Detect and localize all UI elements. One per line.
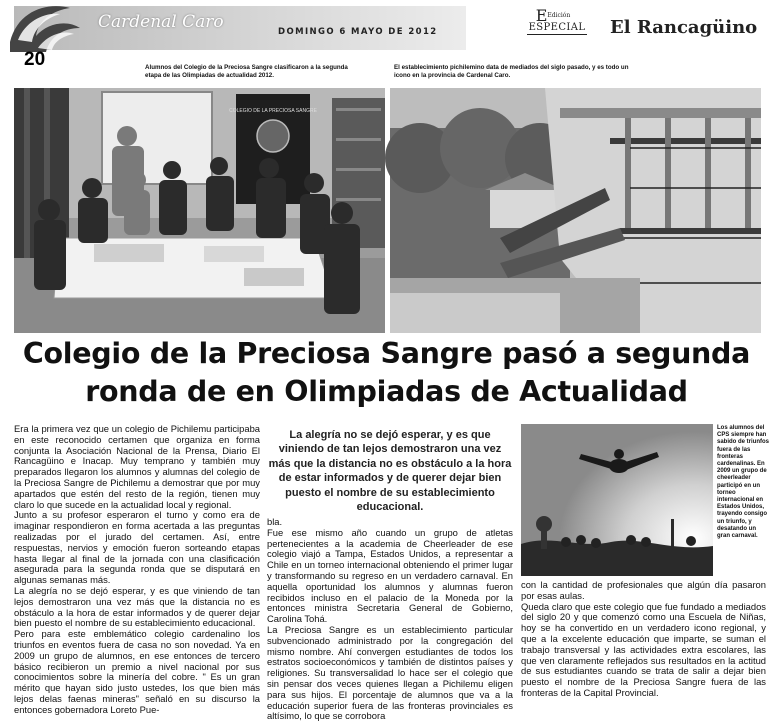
paragraph: Era la primera vez que un colegio de Pichilemu participaba en este reconocido certamen que organiza en forma conjunta la Asociación Nacional de la Prensa, Diario El Rancagüino e Inacap. Muy temprano y también muy preparados llegaron los alumnos y alumnas del colegio de la Preciosa Sangre de Pichilemu a demostrar que por muy apartados que estén del resto de la región, tienen muy claro lo que sucede en la actualidad local y regional. — [14, 423, 260, 510]
paragraph: Pero para este emblemático colegio cardenalino los triunfos en eventos fuera de casa no son novedad. Ya en 2009 un grupo de alumnos, en ese entonces de tercero básico recibieron un premio a nivel nacional por sus conocimientos sobre la minería del cobre. " Es un gran mérito que hayan sido justo ustedes, los que bien más lejos delas faenas mineras" señaló en su discurso la entonces gobernadora Loreto Pue- — [14, 628, 260, 715]
paragraph: Fue ese mismo año cuando un grupo de atletas pertenecientes a la academia de Cheerleader de ese colegio viajó a Tampa, Estados Unidos, a representar a Chile en un torneo internacional obteniendo el primer lugar y transformando su regreso en un verdadero carnaval. En aquella oportunidad los alumnos y alumnas fueron recibidos incluso en el palacio de la Moneda por la entonces ministra Secretaria General de Gobierno, Carolina Tohá. — [267, 526, 513, 625]
page-number: 20 — [24, 49, 46, 70]
headline-line-1: Colegio de la Preciosa Sangre pasó a segunda — [22, 337, 751, 370]
edition-word: Edición — [547, 12, 571, 19]
edition-label: $E^{Edición}$ ESPECIAL — [528, 6, 586, 33]
paragraph: Junto a su profesor esperaron el turno y como era de imaginar respondieron en forma acertada a las preguntas realizadas por el jurado del certamen. Así, entre respuestas, nervios y emoción fueron sorteando etapas hasta llegar al final de la jornada con una clasificación asegurada para la segunda ronda que se disputará en algunas semanas más. — [14, 509, 260, 586]
school-banner-text: COLEGIO DE LA PRECIOSA SANGRE — [229, 108, 317, 114]
right-photo-caption: El establecimiento pichileminο data de mediados del siglo pasado, y es todo un icono en la provincia de Cardenal Caro. — [394, 64, 629, 79]
paragraph: con la cantidad de profesionales que algún día pasaron por esas aulas. — [521, 579, 766, 601]
cheerleader-photo — [521, 424, 713, 576]
paragraph: La alegría no se dejó esperar, y es que viniendo de tan lejos demostraron una vez más que la distancia no es obstáculo a la hora de estar informados y de querer dejar bien puesto el nombre de su establecimiento educacional. — [14, 584, 260, 629]
school-building-photo — [390, 88, 761, 333]
pull-quote: La alegría no se dejó esperar, y es que viniendo de tan lejos demostraron una vez más que la distancia no es obstáculo a la hora de estar informados y de querer dejar bien puesto el nombre de su establecimiento educacional. — [268, 429, 512, 514]
wave-logo-icon — [8, 2, 108, 64]
left-photo-caption: Alumnos del Colegio de la Preciosa Sangre clasificaron a la segunda etapa de las Olimpiadas de actualidad 2012. — [145, 64, 348, 79]
article-headline — [14, 335, 759, 411]
article-column-2 — [267, 517, 513, 722]
paragraph: bla. — [267, 516, 283, 527]
publication-date: DOMINGO 6 MAYO DE 2012 — [278, 27, 438, 37]
article-column-1 — [14, 424, 260, 716]
paragraph: Queda claro que este colegio que fue fundado a mediados del siglo 20 y que comenzó como una Escuela de Niñas, hoy se ha convertido en un verdadero icono regional, y que a la excelente educación que imparte, se suman el trabajo transversal y las actividades extra escolares, las que ven claramente reflejados sus resultados en la actitud de sus estudiantes cuando se trata de salir a dejar bien puesto el nombre de la Preciosa Sangre fuera de las fronteras de la Capital Provincial. — [521, 600, 766, 698]
newspaper-name: El Rancagüino — [610, 17, 758, 38]
section-name: Cardenal Caro — [98, 12, 224, 32]
cheerleader-photo-caption: Los alumnos del CPS siempre han sabido de triunfos fuera de las fronteras cardenalinas. En 2009 un grupo de cheerleader participó en un torneo internacional en Estados Unidos, trayendo consigo un triunfo, y desatando un gran carnaval. — [717, 425, 770, 540]
students-photo — [14, 88, 385, 333]
headline-line-2: ronda de en Olimpiadas de Actualidad — [85, 375, 688, 408]
paragraph: La Preciosa Sangre es un establecimiento particular subvencionado administrado por la congregación del mismo nombre. Ahí convergen estudiantes de todos los estratos socioeconómicos y también de distintos países y religiones. Su transversalidad lo hace ser el colegio que sin pensar dos veces quienes llegan a Pichilemu eligen para sus hijos. El porcentaje de alumnos que va a la educación superior fuera de las fronteras provinciales es altísimo, lo que se corrobora — [267, 623, 513, 722]
article-column-3 — [521, 580, 766, 699]
edition-especial: ESPECIAL — [528, 22, 586, 33]
